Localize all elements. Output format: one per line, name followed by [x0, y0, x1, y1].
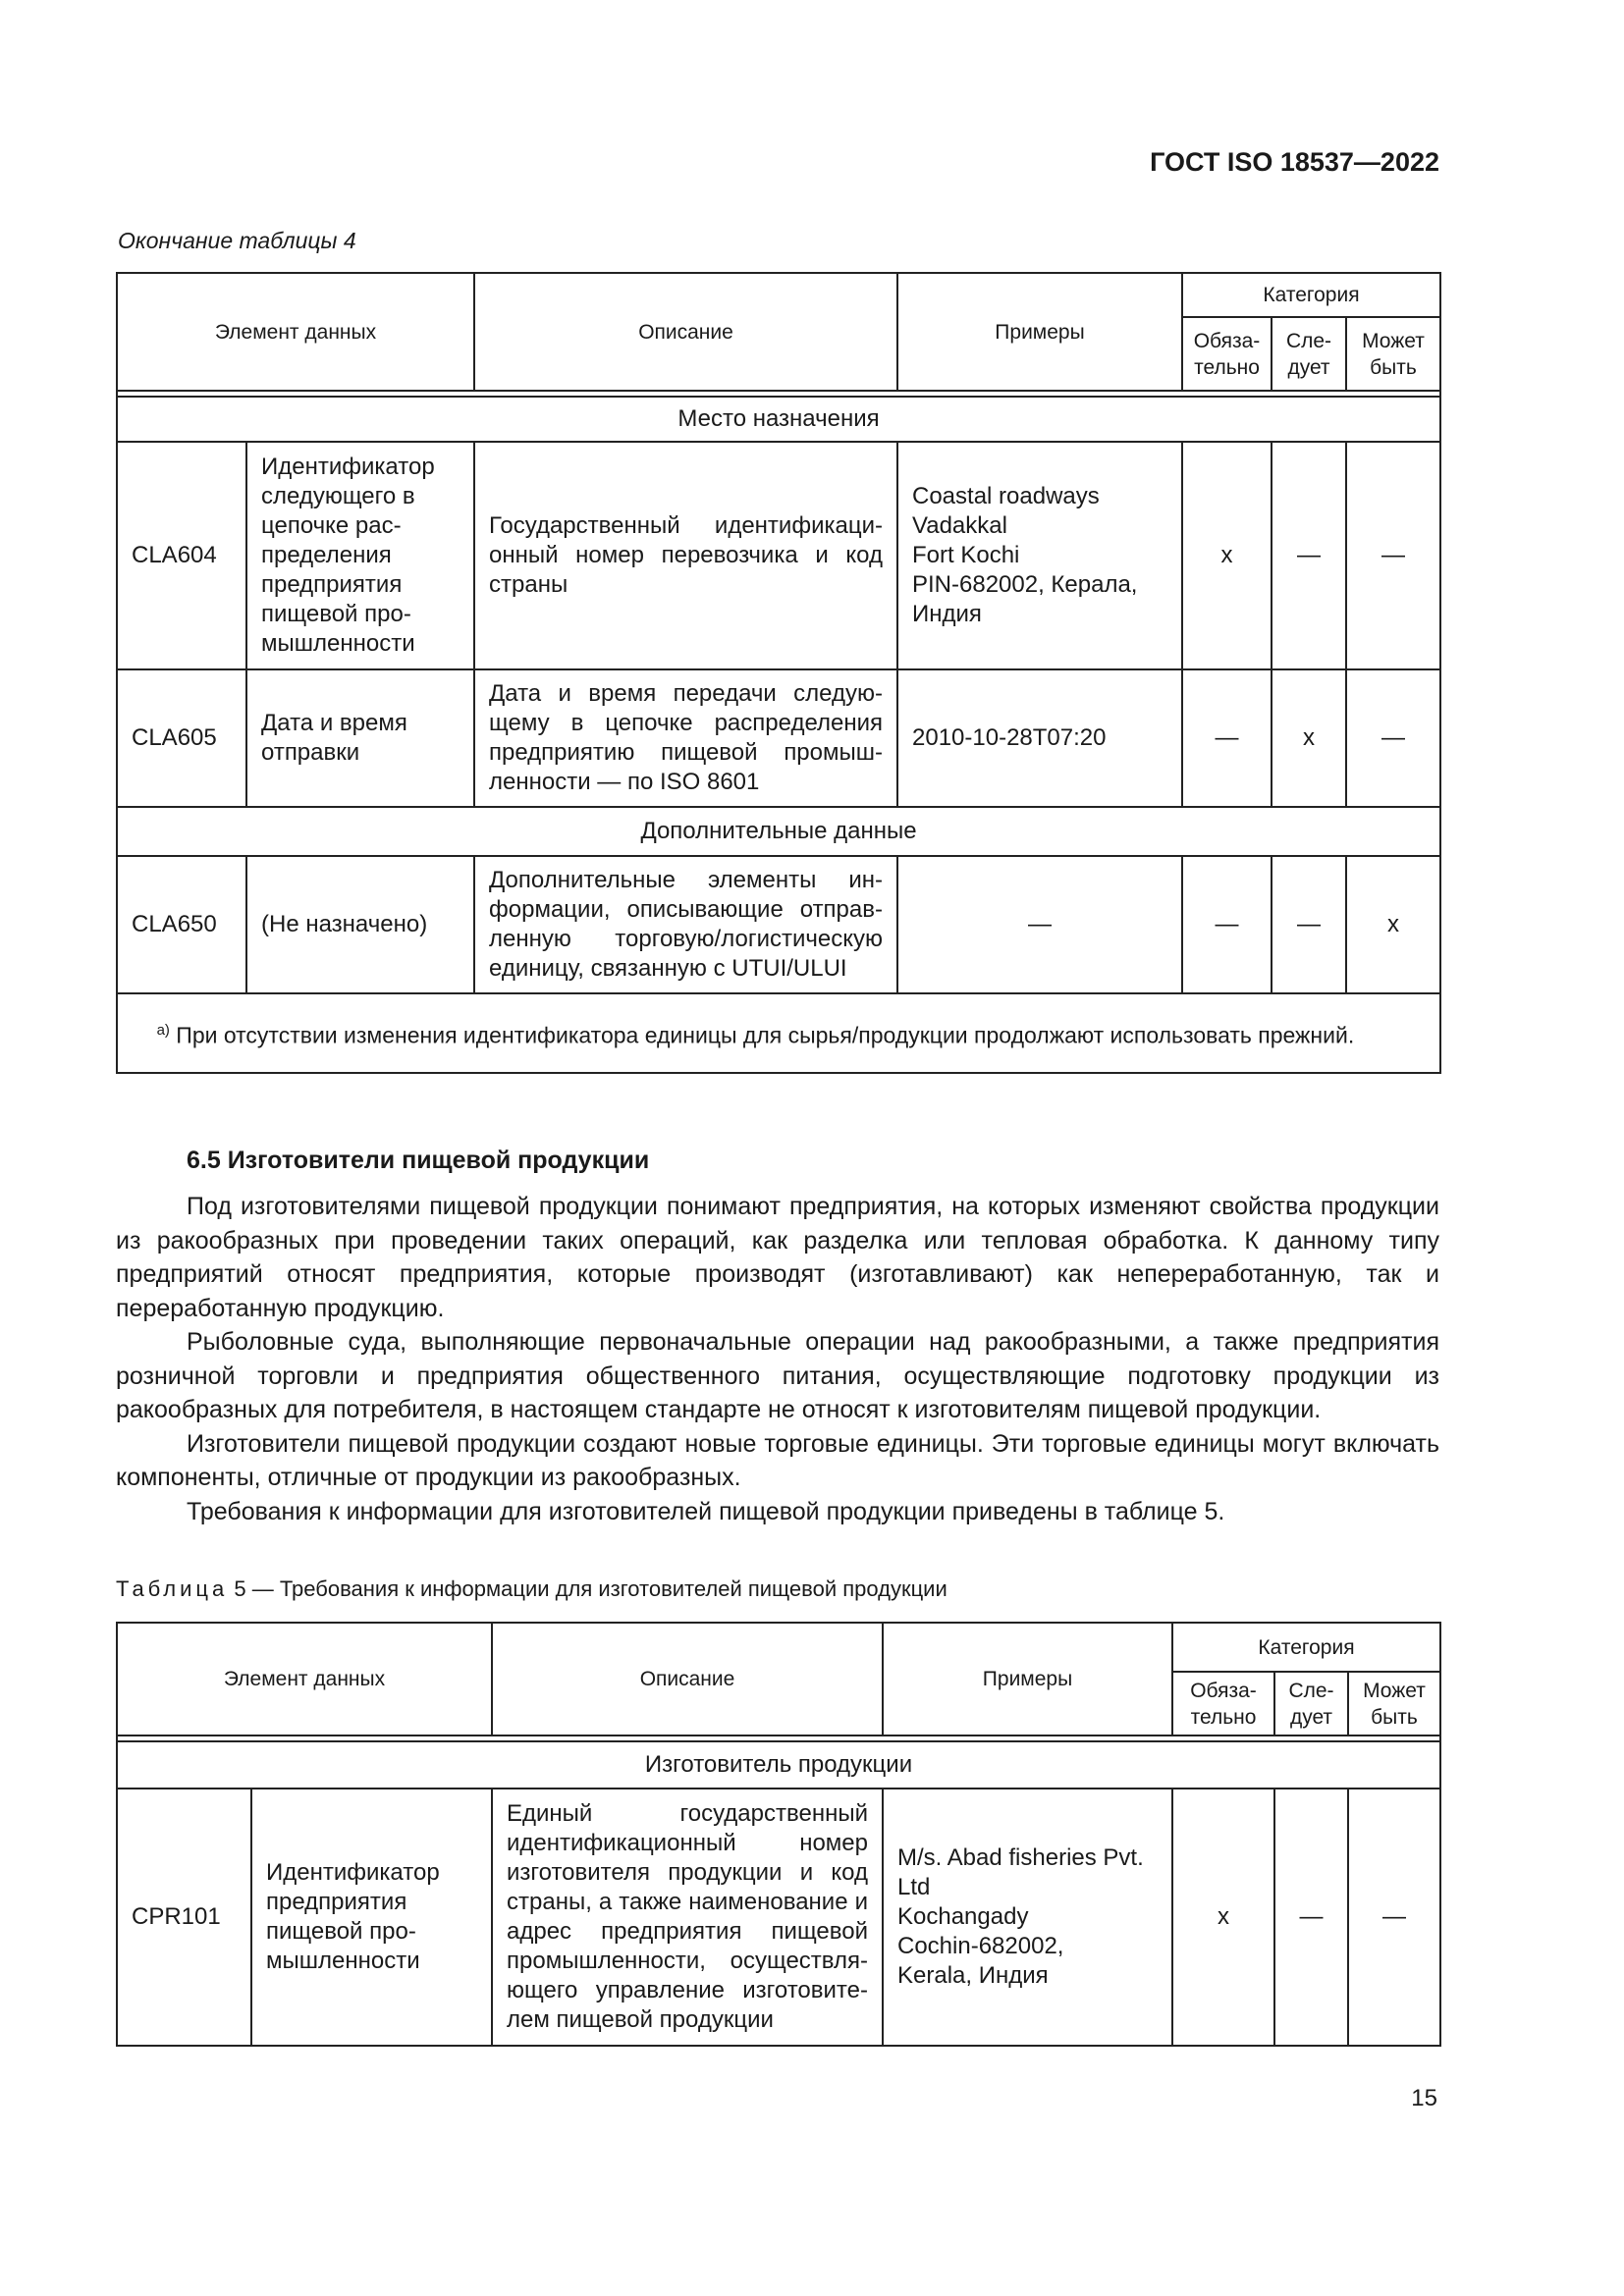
row-name: (Не назначено) [246, 856, 474, 993]
row-name: Идентификатор предприятия пищевой про-мышленности [251, 1789, 492, 2046]
header-category: Категория [1182, 273, 1440, 317]
table-footnote [117, 993, 1440, 1073]
header-description: Описание [474, 273, 897, 391]
row-mandatory: — [1182, 669, 1272, 807]
section-row: Изготовитель продукции [117, 1741, 1440, 1789]
row-name: Идентификатор следующего в цепочке рас-пределения предприятия пищевой про-мышленности [246, 442, 474, 669]
header-examples: Примеры [883, 1623, 1172, 1735]
row-may: — [1348, 1789, 1440, 2046]
header-may: Может быть [1346, 317, 1440, 391]
section-row: Место назначения [117, 397, 1440, 442]
row-examples: 2010-10-28T07:20 [897, 669, 1182, 807]
row-examples: Coastal roadways Vadakkal Fort Kochi PIN-682002, Керала, Индия [897, 442, 1182, 669]
header-may: Может быть [1348, 1672, 1440, 1735]
table-row [117, 1789, 1440, 2046]
row-examples: M/s. Abad fisheries Pvt. Ltd Kochangady Cochin-682002, Kerala, Индия [883, 1789, 1172, 2046]
table-row [117, 856, 1440, 993]
paragraph: Рыболовные суда, выполняющие первоначальные операции над ракообразными, а также предприятия розничной торговли и предприятия общественного питания, осуществляющие подготовку продукции из ракообразных для потребителя, в настоящем стандарте не относят к изготовителям пищевой продукции. [116, 1328, 1439, 1423]
row-code: CLA605 [117, 669, 246, 807]
row-description: Дата и время передачи следую-щему в цепочке распределения предприятию пищевой промыш-ленности — по ISO 8601 [474, 669, 897, 807]
row-should: x [1272, 669, 1346, 807]
table-5 [116, 1622, 1441, 2047]
header-mandatory: Обяза-тельно [1182, 317, 1272, 391]
row-code: CLA650 [117, 856, 246, 993]
section-heading: 6.5 Изготовители пищевой продукции [187, 1147, 650, 1174]
paragraph: Изготовители пищевой продукции создают новые торговые единицы. Эти торговые единицы могут включать компоненты, отличные от продукции из ракообразных. [116, 1429, 1439, 1491]
row-mandatory: — [1182, 856, 1272, 993]
header-element: Элемент данных [117, 273, 474, 391]
table-row [117, 442, 1440, 669]
row-description: Дополнительные элементы ин-формации, описывающие отправ-ленную торговую/логистическую единицу, связанную с UTUI/ULUI [474, 856, 897, 993]
row-description: Единый государственный идентификационный номер изготовителя продукции и код страны, а также наименование и адрес предприятия пищевой промышленности, осуществля-ющего управление изготовите-лем пищевой продукции [492, 1789, 883, 2046]
paragraph: Требования к информации для изготовителей пищевой продукции приведены в таблице 5. [187, 1497, 1225, 1525]
row-should: — [1272, 442, 1346, 669]
header-should: Сле-дует [1272, 317, 1346, 391]
row-code: CLA604 [117, 442, 246, 669]
table-caption: Таблица 5 — Требования к информации для изготовителей пищевой продукции [116, 1576, 947, 1601]
row-should: — [1272, 856, 1346, 993]
section-body [116, 1190, 1439, 1528]
row-name: Дата и время отправки [246, 669, 474, 807]
document-code: ГОСТ ISO 18537—2022 [1150, 147, 1439, 177]
row-may: — [1346, 669, 1440, 807]
table-4 [116, 272, 1441, 1074]
header-description: Описание [492, 1623, 883, 1735]
row-mandatory: x [1182, 442, 1272, 669]
table-row [117, 669, 1440, 807]
page-number: 15 [1411, 2085, 1437, 2111]
header-category: Категория [1172, 1623, 1440, 1672]
section-row: Дополнительные данные [117, 807, 1440, 856]
header-examples: Примеры [897, 273, 1182, 391]
row-may: x [1346, 856, 1440, 993]
header-mandatory: Обяза-тельно [1172, 1672, 1274, 1735]
row-should: — [1274, 1789, 1348, 2046]
row-description: Государственный идентификаци-онный номер перевозчика и код страны [474, 442, 897, 669]
paragraph: Под изготовителями пищевой продукции понимают предприятия, на которых изменяют свойства продукции из ракообразных при проведении таких операций, как разделка или тепловая обработка. К данному типу предприятий относят предприятия, которые производят (изготавливают) как непереработанную, так и переработанную продукцию. [116, 1193, 1439, 1322]
row-code: CPR101 [117, 1789, 251, 2046]
row-may: — [1346, 442, 1440, 669]
row-mandatory: x [1172, 1789, 1274, 2046]
footnote-text: При отсутствии изменения идентификатора единицы для сырья/продукции продолжают использовать прежний. [176, 1022, 1355, 1048]
row-examples: — [897, 856, 1182, 993]
table-continuation-label: Окончание таблицы 4 [118, 228, 356, 253]
header-element: Элемент данных [117, 1623, 492, 1735]
header-should: Сле-дует [1274, 1672, 1348, 1735]
footnote-marker: a) [156, 1022, 170, 1040]
